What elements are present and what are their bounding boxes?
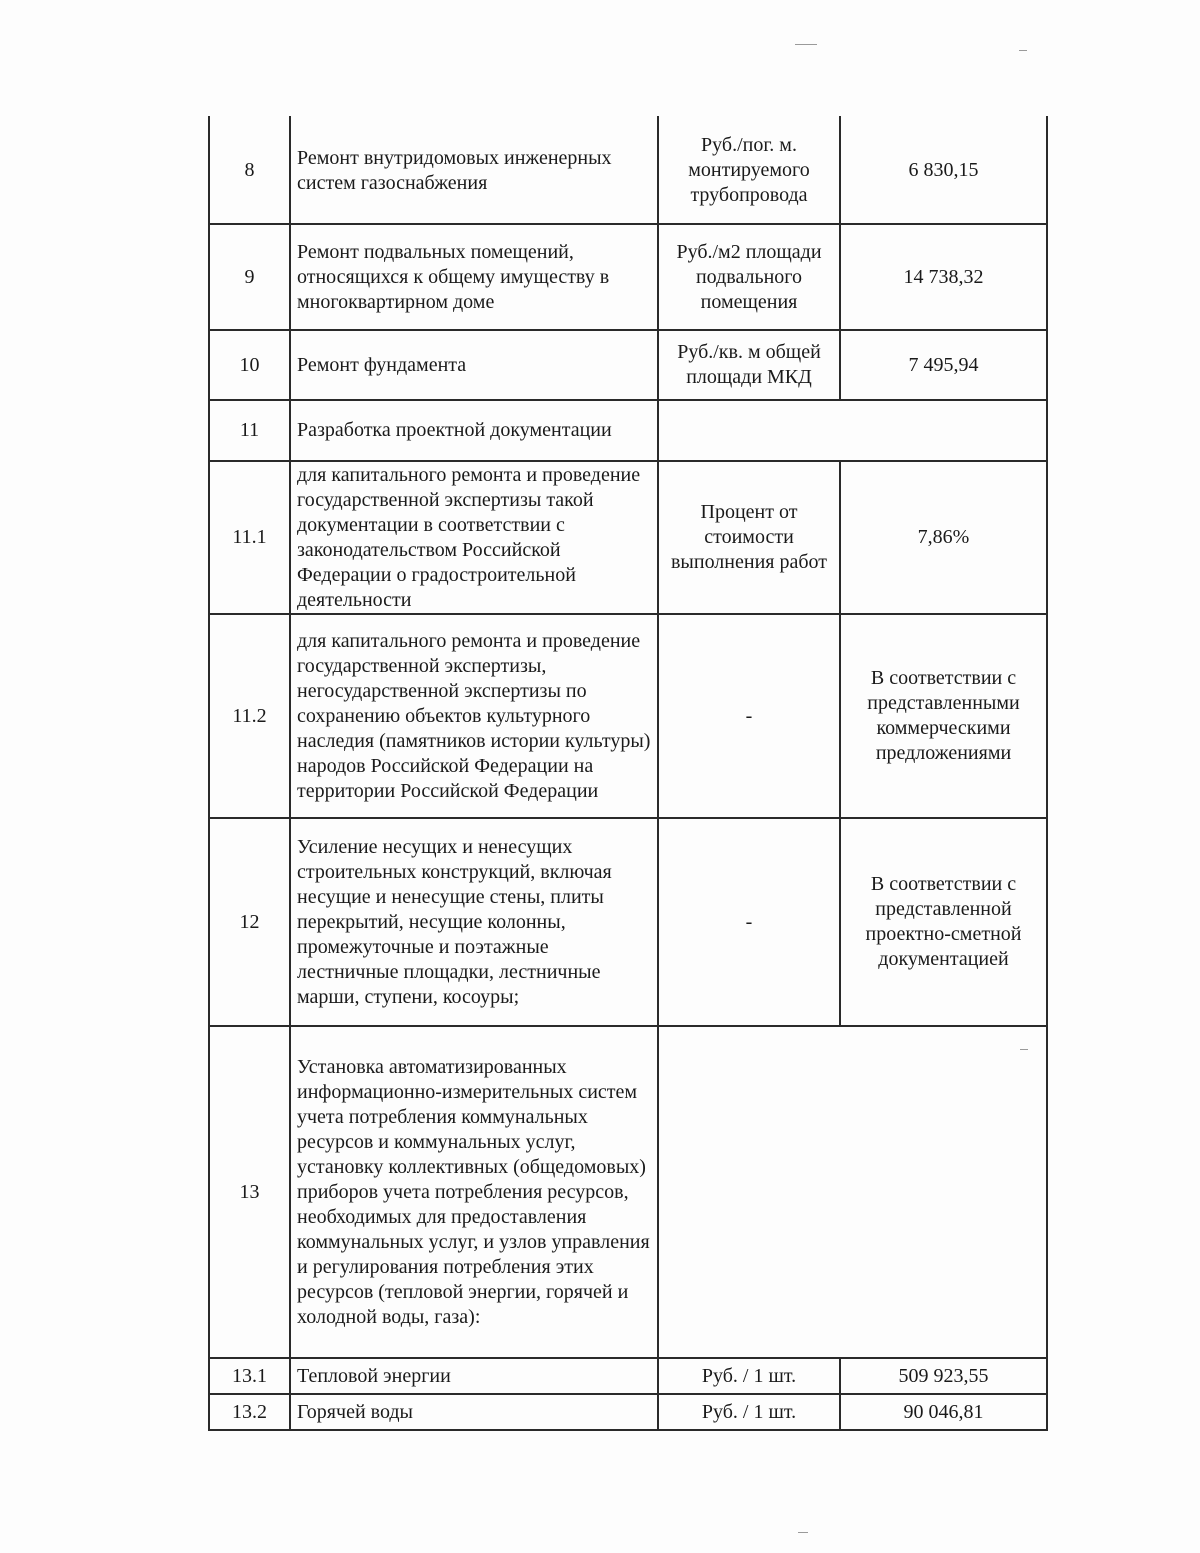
work-name: для капитального ремонта и проведение государственной экспертизы, негосударственной экспертизы по сохранению объектов культурного наследия (памятников истории культуры) народов Российской Федерации на территории Российской Федерации [290,614,658,818]
cost-value: 7 495,94 [840,330,1047,400]
cost-value: 90 046,81 [840,1394,1047,1430]
table-row [209,614,1047,818]
unit-of-measure: Руб. / 1 шт. [658,1358,840,1394]
row-number: 13.1 [209,1358,290,1394]
work-name: для капитального ремонта и проведение государственной экспертизы такой документации в соответствии с законодательством Российской Федерации о градостроительной деятельности [290,461,658,614]
work-name: Ремонт фундамента [290,330,658,400]
table-row [209,400,1047,461]
row-number: 8 [209,117,290,224]
scan-speck [1019,50,1027,51]
unit-of-measure: Руб./пог. м. монтируемого трубопровода [658,117,840,224]
row-number: 11 [209,400,290,461]
work-name: Ремонт внутридомовых инженерных систем газоснабжения [290,117,658,224]
table-row [209,330,1047,400]
table-row [209,117,1047,224]
unit-of-measure: Руб./кв. м общей площади МКД [658,330,840,400]
scan-speck [795,44,817,45]
work-name: Установка автоматизированных информационно-измерительных систем учета потребления коммунальных ресурсов и коммунальных услуг, установку коллективных (общедомовых) приборов учета потребления ресурсов, необходимых для предоставления коммунальных услуг, и узлов управления и регулирования потребления этих ресурсов (тепловой энергии, горячей и холодной воды, газа): [290,1026,658,1358]
unit-of-measure: - [658,818,840,1026]
cost-value: В соответствии с представленной проектно-сметной документацией [840,818,1047,1026]
table-row [209,818,1047,1026]
unit-of-measure [658,1026,1047,1358]
table-row [209,461,1047,614]
scan-speck [1020,1049,1028,1050]
scan-speck [798,1532,808,1533]
cost-value: В соответствии с представленными коммерческими предложениями [840,614,1047,818]
tariff-table [208,116,1048,1431]
row-number: 11.2 [209,614,290,818]
table-row [209,1394,1047,1430]
row-number: 13.2 [209,1394,290,1430]
cost-value: 7,86% [840,461,1047,614]
row-number: 12 [209,818,290,1026]
row-number: 13 [209,1026,290,1358]
row-number: 9 [209,224,290,330]
work-name: Тепловой энергии [290,1358,658,1394]
work-name: Ремонт подвальных помещений, относящихся к общему имуществу в многоквартирном доме [290,224,658,330]
unit-of-measure: Руб./м2 площади подвального помещения [658,224,840,330]
unit-of-measure [658,400,1047,461]
cost-value: 14 738,32 [840,224,1047,330]
table-row [209,1026,1047,1358]
unit-of-measure: Процент от стоимости выполнения работ [658,461,840,614]
row-number: 10 [209,330,290,400]
work-name: Разработка проектной документации [290,400,658,461]
cost-value: 509 923,55 [840,1358,1047,1394]
table-row [209,1358,1047,1394]
row-number: 11.1 [209,461,290,614]
cost-value: 6 830,15 [840,117,1047,224]
unit-of-measure: Руб. / 1 шт. [658,1394,840,1430]
work-name: Усиление несущих и ненесущих строительных конструкций, включая несущие и ненесущие стены, плиты перекрытий, несущие колонны, промежуточные и поэтажные лестничные площадки, лестничные марши, ступени, косоуры; [290,818,658,1026]
table-row [209,224,1047,330]
unit-of-measure: - [658,614,840,818]
work-name: Горячей воды [290,1394,658,1430]
